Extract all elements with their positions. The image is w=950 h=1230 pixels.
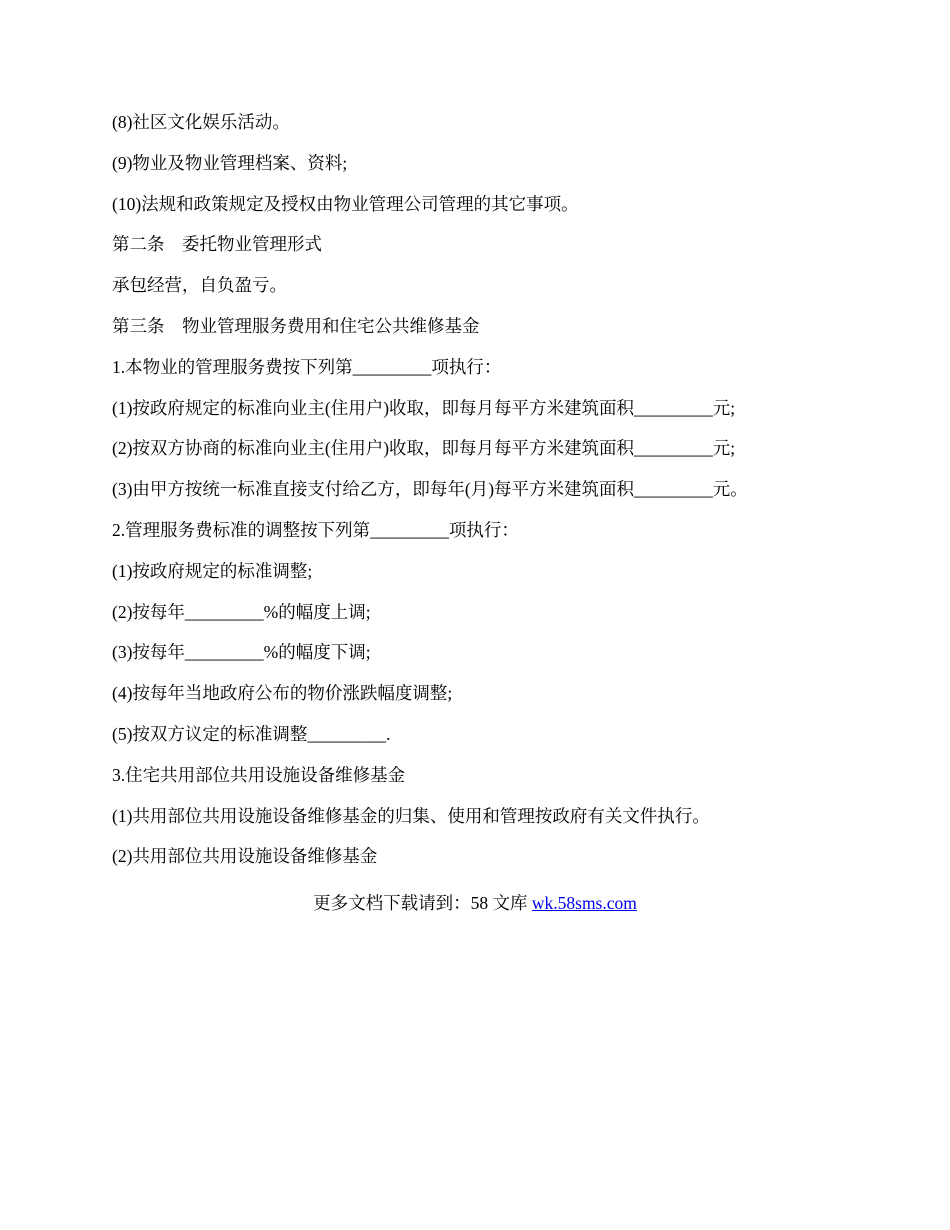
paragraph-item-10: (10)法规和政策规定及授权由物业管理公司管理的其它事项。: [112, 193, 579, 214]
clause-2-option-2: (2)按每年_________%的幅度上调;: [112, 601, 371, 622]
clause-2-option-4: (4)按每年当地政府公布的物价涨跌幅度调整;: [112, 683, 453, 704]
download-footer: [0, 893, 950, 913]
paragraph-item-9: (9)物业及物业管理档案、资料;: [112, 152, 348, 173]
clause-1-option-2: (2)按双方协商的标准向业主(住用户)收取，即每月每平方米建筑面积_________元;: [112, 438, 736, 459]
clause-2-heading: 2.管理服务费标准的调整按下列第_________项执行：: [112, 519, 519, 540]
clause-3-item-2: (2)共用部位共用设施设备维修基金: [112, 846, 378, 867]
paragraph-item-8: (8)社区文化娱乐活动。: [112, 112, 290, 132]
document-body: [112, 112, 832, 887]
clause-2-option-1: (1)按政府规定的标准调整;: [112, 560, 313, 581]
article-2-text: 承包经营，自负盈亏。: [112, 275, 287, 296]
article-3-heading: 第三条 物业管理服务费用和住宅公共维修基金: [112, 315, 480, 336]
clause-2-option-3: (3)按每年_________%的幅度下调;: [112, 642, 371, 663]
article-2-heading: 第二条 委托物业管理形式: [112, 234, 322, 255]
clause-1-option-3: (3)由甲方按统一标准直接支付给乙方，即每年(月)每平方米建筑面积_________元。: [112, 479, 748, 500]
clause-3-heading: 3.住宅共用部位共用设施设备维修基金: [112, 764, 406, 785]
footer-text: 更多文档下载请到：58 文库: [313, 893, 532, 913]
footer-link[interactable]: wk.58sms.com: [531, 893, 637, 913]
clause-1-heading: 1.本物业的管理服务费按下列第_________项执行：: [112, 356, 502, 377]
clause-2-option-5: (5)按双方议定的标准调整_________.: [112, 723, 391, 744]
clause-3-item-1: (1)共用部位共用设施设备维修基金的归集、使用和管理按政府有关文件执行。: [112, 805, 710, 826]
clause-1-option-1: (1)按政府规定的标准向业主(住用户)收取，即每月每平方米建筑面积_________元;: [112, 397, 736, 418]
